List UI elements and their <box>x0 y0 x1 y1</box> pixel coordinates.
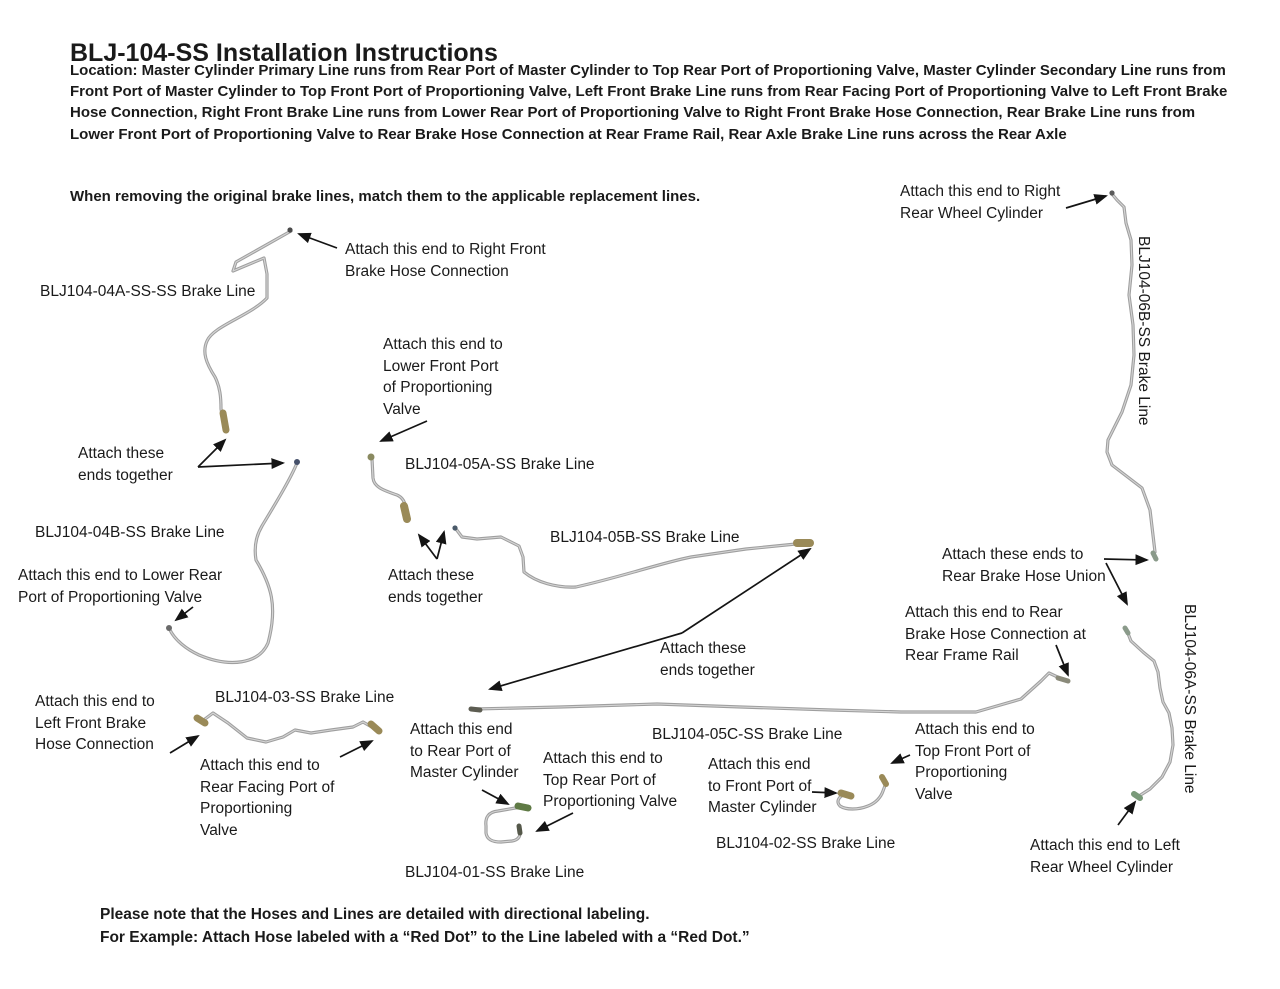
part-label-04b: BLJ104-04B-SS Brake Line <box>35 524 225 541</box>
callout-left-front-hose <box>35 691 155 756</box>
callout-front-port-mc <box>708 754 817 819</box>
callout-line: Attach this end to <box>915 721 1035 738</box>
part-label-05a: BLJ104-05A-SS Brake Line <box>405 456 595 473</box>
arrow-ends-together-2a <box>419 535 437 559</box>
brake-line-04b-highlight <box>170 463 297 662</box>
part-label-04a: BLJ104-04A-SS-SS Brake Line <box>40 283 256 300</box>
callout-line: Rear Facing Port of <box>200 778 335 796</box>
callout-line: Top Rear Port of <box>543 771 656 789</box>
fitting-05c-right <box>1058 678 1068 681</box>
callout-left-rear-wheel-cylinder <box>1030 835 1180 878</box>
callout-line: ends together <box>660 661 755 679</box>
part-label-02: BLJ104-02-SS Brake Line <box>716 835 896 852</box>
callout-line: Top Front Port of <box>915 742 1031 760</box>
callout-line: Brake Hose Connection at <box>905 625 1086 643</box>
fitting-05c-left <box>471 709 480 710</box>
callout-lower-rear-port <box>18 565 222 608</box>
fitting-04a-bottom <box>223 413 226 430</box>
footer-note-line1: Please note that the Hoses and Lines are detailed with directional labeling. <box>100 906 650 923</box>
callout-line: Attach these <box>660 640 747 657</box>
brake-line-05c <box>475 673 1066 712</box>
fitting-06b-bottom <box>1153 553 1156 559</box>
callout-ends-together-3 <box>660 638 755 681</box>
callout-line: Attach this end to <box>543 750 663 767</box>
callout-line: Attach this end to Right <box>900 183 1061 200</box>
callout-line: Attach this end to Lower Rear <box>18 567 223 584</box>
callout-line: Rear Wheel Cylinder <box>1030 858 1173 876</box>
arrow-ends-together-3b <box>490 633 682 689</box>
brake-line-05a-highlight <box>372 459 406 520</box>
brake-line-04b <box>170 463 297 662</box>
callout-rear-frame-rail <box>905 602 1086 667</box>
callout-line: Hose Connection <box>35 736 154 754</box>
fitting-05b-left <box>452 525 457 530</box>
brake-line-04a-tube <box>205 231 291 431</box>
callout-rear-union <box>942 544 1106 587</box>
fitting-03-right <box>371 724 379 731</box>
callout-line: Master Cylinder <box>410 764 519 782</box>
brake-line-05a-tube <box>372 459 406 520</box>
instruction-line: When removing the original brake lines, match them to the applicable replacement lines. <box>70 188 701 205</box>
fitting-05a-top <box>368 454 375 461</box>
arrow-rear-union-b <box>1106 563 1127 604</box>
callout-line: Proportioning <box>200 800 293 818</box>
callout-line: Lower Front Port <box>383 357 499 375</box>
arrow-ends-together-1a <box>198 440 225 467</box>
callout-line: Master Cylinder <box>708 799 817 817</box>
callout-ends-together-1 <box>78 443 173 486</box>
callout-line: Port of Proportioning Valve <box>18 588 203 606</box>
page-title: BLJ-104-SS Installation Instructions <box>70 38 498 67</box>
arrow-right-front-hose <box>299 234 337 248</box>
fitting-05a-bottom <box>404 506 407 519</box>
arrow-left-front-hose <box>170 736 198 753</box>
arrow-rear-port-mc <box>482 790 508 804</box>
fitting-03-left <box>197 718 205 723</box>
callout-line: Proportioning <box>915 764 1008 782</box>
location-paragraph: Location: Master Cylinder Primary Line runs from Rear Port of Master Cylinder to Top Rear Port of Proportioning Valve, Master Cylinder Secondary Line runs from Front Port of Master Cylinder to Top Front Port of Proportioning Valve, Left Front Brake Line runs from Rear Facing Port of Proportioning Valve to Left Front Brake Hose Connection, Right Front Brake Line runs from Lower Rear Port of Proportioning Valve to Right Front Brake Hose Connection, Rear Brake Line runs from Lower Front Port of Proportioning Valve to Rear Brake Hose Connection at Rear Frame Rail, Rear Axle Brake Line runs across the Rear Axle <box>70 62 1228 143</box>
fitting-06b-top <box>1109 190 1114 195</box>
callout-line: Attach this end to Right Front <box>345 241 546 258</box>
callout-line: Valve <box>383 401 421 419</box>
callout-line: Attach this end <box>410 721 513 738</box>
arrow-ends-together-2b <box>437 532 444 559</box>
fitting-06a-top <box>1125 628 1128 633</box>
callout-line: Valve <box>200 822 238 840</box>
fitting-01-inner <box>519 826 520 833</box>
footer-note-line2: For Example: Attach Hose labeled with a “Red Dot” to the Line labeled with a “Red Dot.” <box>100 928 750 946</box>
callout-line: Attach this end to <box>383 336 503 353</box>
callout-lower-front-port <box>383 334 503 421</box>
fitting-02-left <box>841 793 851 796</box>
brake-line-01 <box>486 807 521 842</box>
callout-ends-together-2 <box>388 565 483 608</box>
arrow-rear-facing-port <box>340 741 372 757</box>
arrow-top-rear-port <box>537 813 573 831</box>
arrow-top-front-port <box>892 755 910 763</box>
part-label-06b: BLJ104-06B-SS Brake Line <box>1135 236 1152 426</box>
fitting-04b-top <box>294 459 300 465</box>
fitting-06a-bottom <box>1134 794 1140 798</box>
callout-line: Attach these ends to <box>942 546 1084 563</box>
callout-right-rear-wheel-cylinder <box>900 181 1060 224</box>
callout-line: Attach these <box>78 445 165 462</box>
brake-line-05a <box>372 459 406 520</box>
callout-top-front-port <box>915 719 1035 806</box>
brake-line-06a-tube <box>1127 631 1173 796</box>
brake-line-03 <box>201 713 377 742</box>
arrow-rear-union-a <box>1104 559 1147 560</box>
callout-line: Attach this end to Rear <box>905 604 1063 621</box>
brake-line-05c-tube <box>475 673 1066 712</box>
callout-line: ends together <box>388 588 483 606</box>
brake-line-01-tube <box>486 807 521 842</box>
brake-line-04a <box>205 231 291 431</box>
arrow-left-rear-wheel-cylinder <box>1118 802 1135 825</box>
fitting-04a-top <box>287 227 292 232</box>
callout-line: Rear Wheel Cylinder <box>900 204 1043 222</box>
part-label-06a: BLJ104-06A-SS Brake Line <box>1181 604 1198 794</box>
callout-line: Brake Hose Connection <box>345 262 509 280</box>
callout-rear-facing-port <box>200 755 334 842</box>
part-label-01: BLJ104-01-SS Brake Line <box>405 864 585 881</box>
callout-line: Attach this end <box>708 756 811 773</box>
brake-line-03-highlight <box>201 713 377 742</box>
arrow-lower-rear-port <box>176 607 193 620</box>
arrow-ends-together-3a <box>682 549 810 633</box>
callout-line: Rear Frame Rail <box>905 647 1019 665</box>
callout-line: ends together <box>78 466 173 484</box>
callout-line: Attach this end to Left <box>1030 837 1180 854</box>
callout-line: Proportioning Valve <box>543 793 678 811</box>
part-label-05c: BLJ104-05C-SS Brake Line <box>652 726 843 743</box>
callout-line: Rear Brake Hose Union <box>942 567 1106 585</box>
callout-rear-port-mc <box>410 719 519 784</box>
callout-line: Valve <box>915 786 953 804</box>
callout-right-front-hose <box>345 239 546 282</box>
callout-line: Attach this end to <box>200 757 320 774</box>
fitting-02-top <box>882 777 886 784</box>
callout-line: Attach this end to <box>35 693 155 710</box>
brake-line-04b-tube <box>170 463 297 662</box>
fitting-04b-end <box>166 625 172 631</box>
callout-line: Left Front Brake <box>35 714 147 732</box>
callout-line: to Rear Port of <box>410 742 511 760</box>
callout-line: to Front Port of <box>708 777 812 795</box>
part-label-05b: BLJ104-05B-SS Brake Line <box>550 529 740 546</box>
brake-line-06a <box>1127 631 1173 796</box>
callout-line: of Proportioning <box>383 379 493 397</box>
fitting-01-top-right <box>518 806 528 808</box>
arrow-lower-front-port <box>381 421 427 441</box>
callout-line: Attach these <box>388 567 475 584</box>
callout-top-rear-port <box>543 748 677 813</box>
arrow-right-rear-wheel-cylinder <box>1066 196 1106 208</box>
footer-note <box>100 904 750 949</box>
arrow-ends-together-1b <box>198 463 283 467</box>
part-label-03: BLJ104-03-SS Brake Line <box>215 689 395 706</box>
